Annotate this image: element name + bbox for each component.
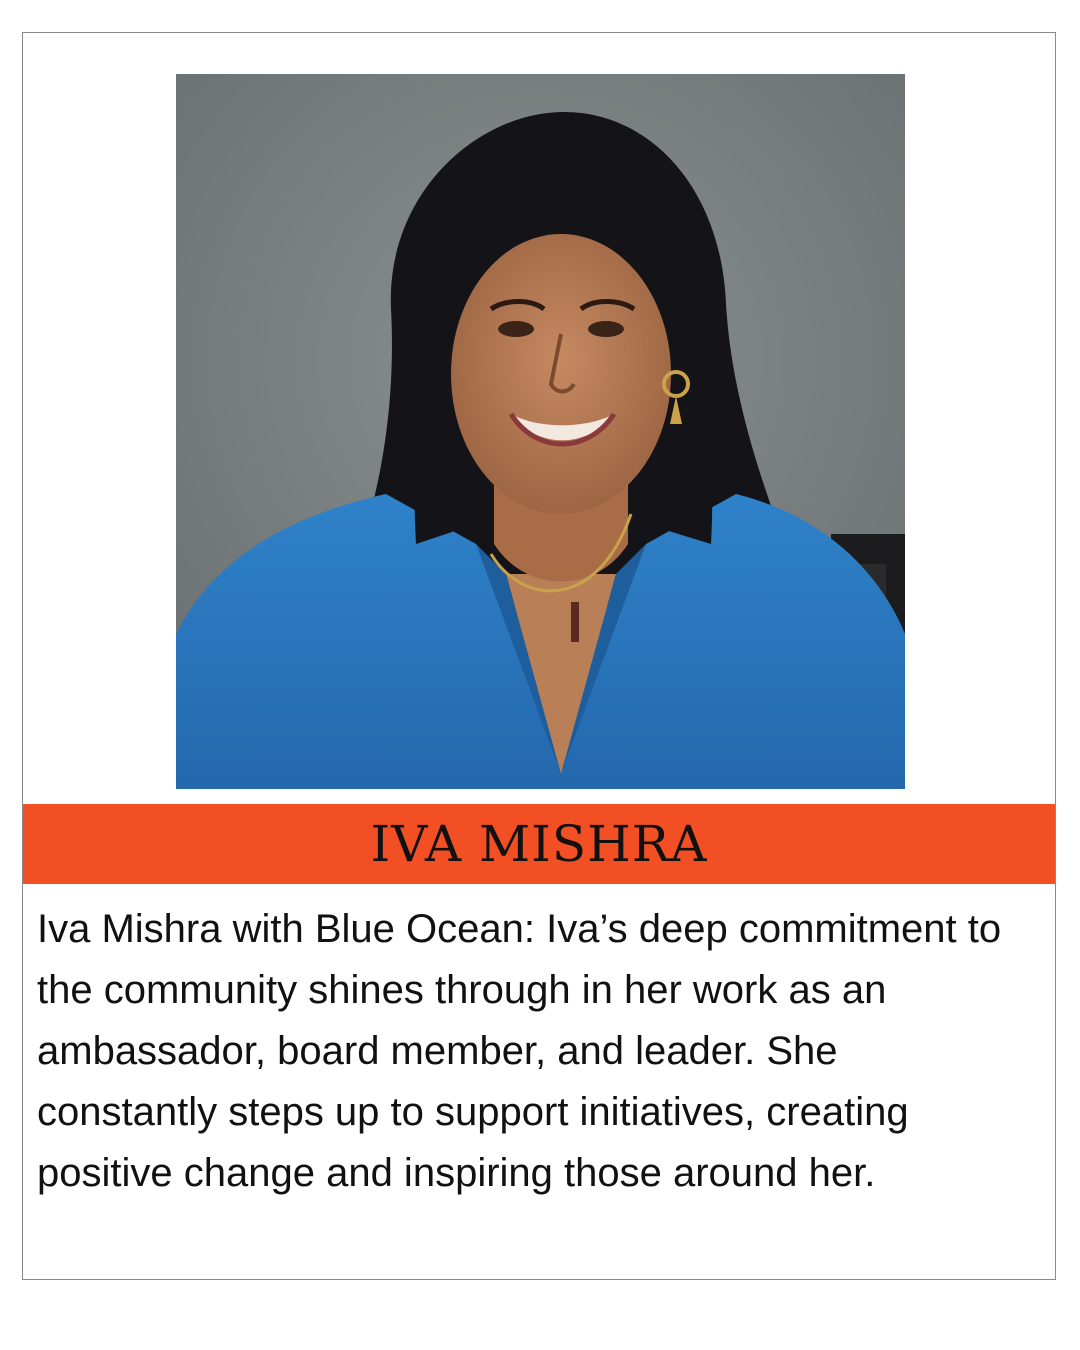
portrait-illustration [176, 74, 905, 789]
name-banner [23, 804, 1055, 884]
profile-photo [176, 74, 905, 789]
profile-card [22, 32, 1056, 1280]
person-name: IVA MISHRA [370, 815, 708, 873]
bio-text: Iva Mishra with Blue Ocean: Iva’s deep commitment to the community shines through in her work as an ambassador, board member, and leader. She constantly steps up to support initiatives, creating positive change and inspiring those around her. [37, 907, 1002, 1195]
